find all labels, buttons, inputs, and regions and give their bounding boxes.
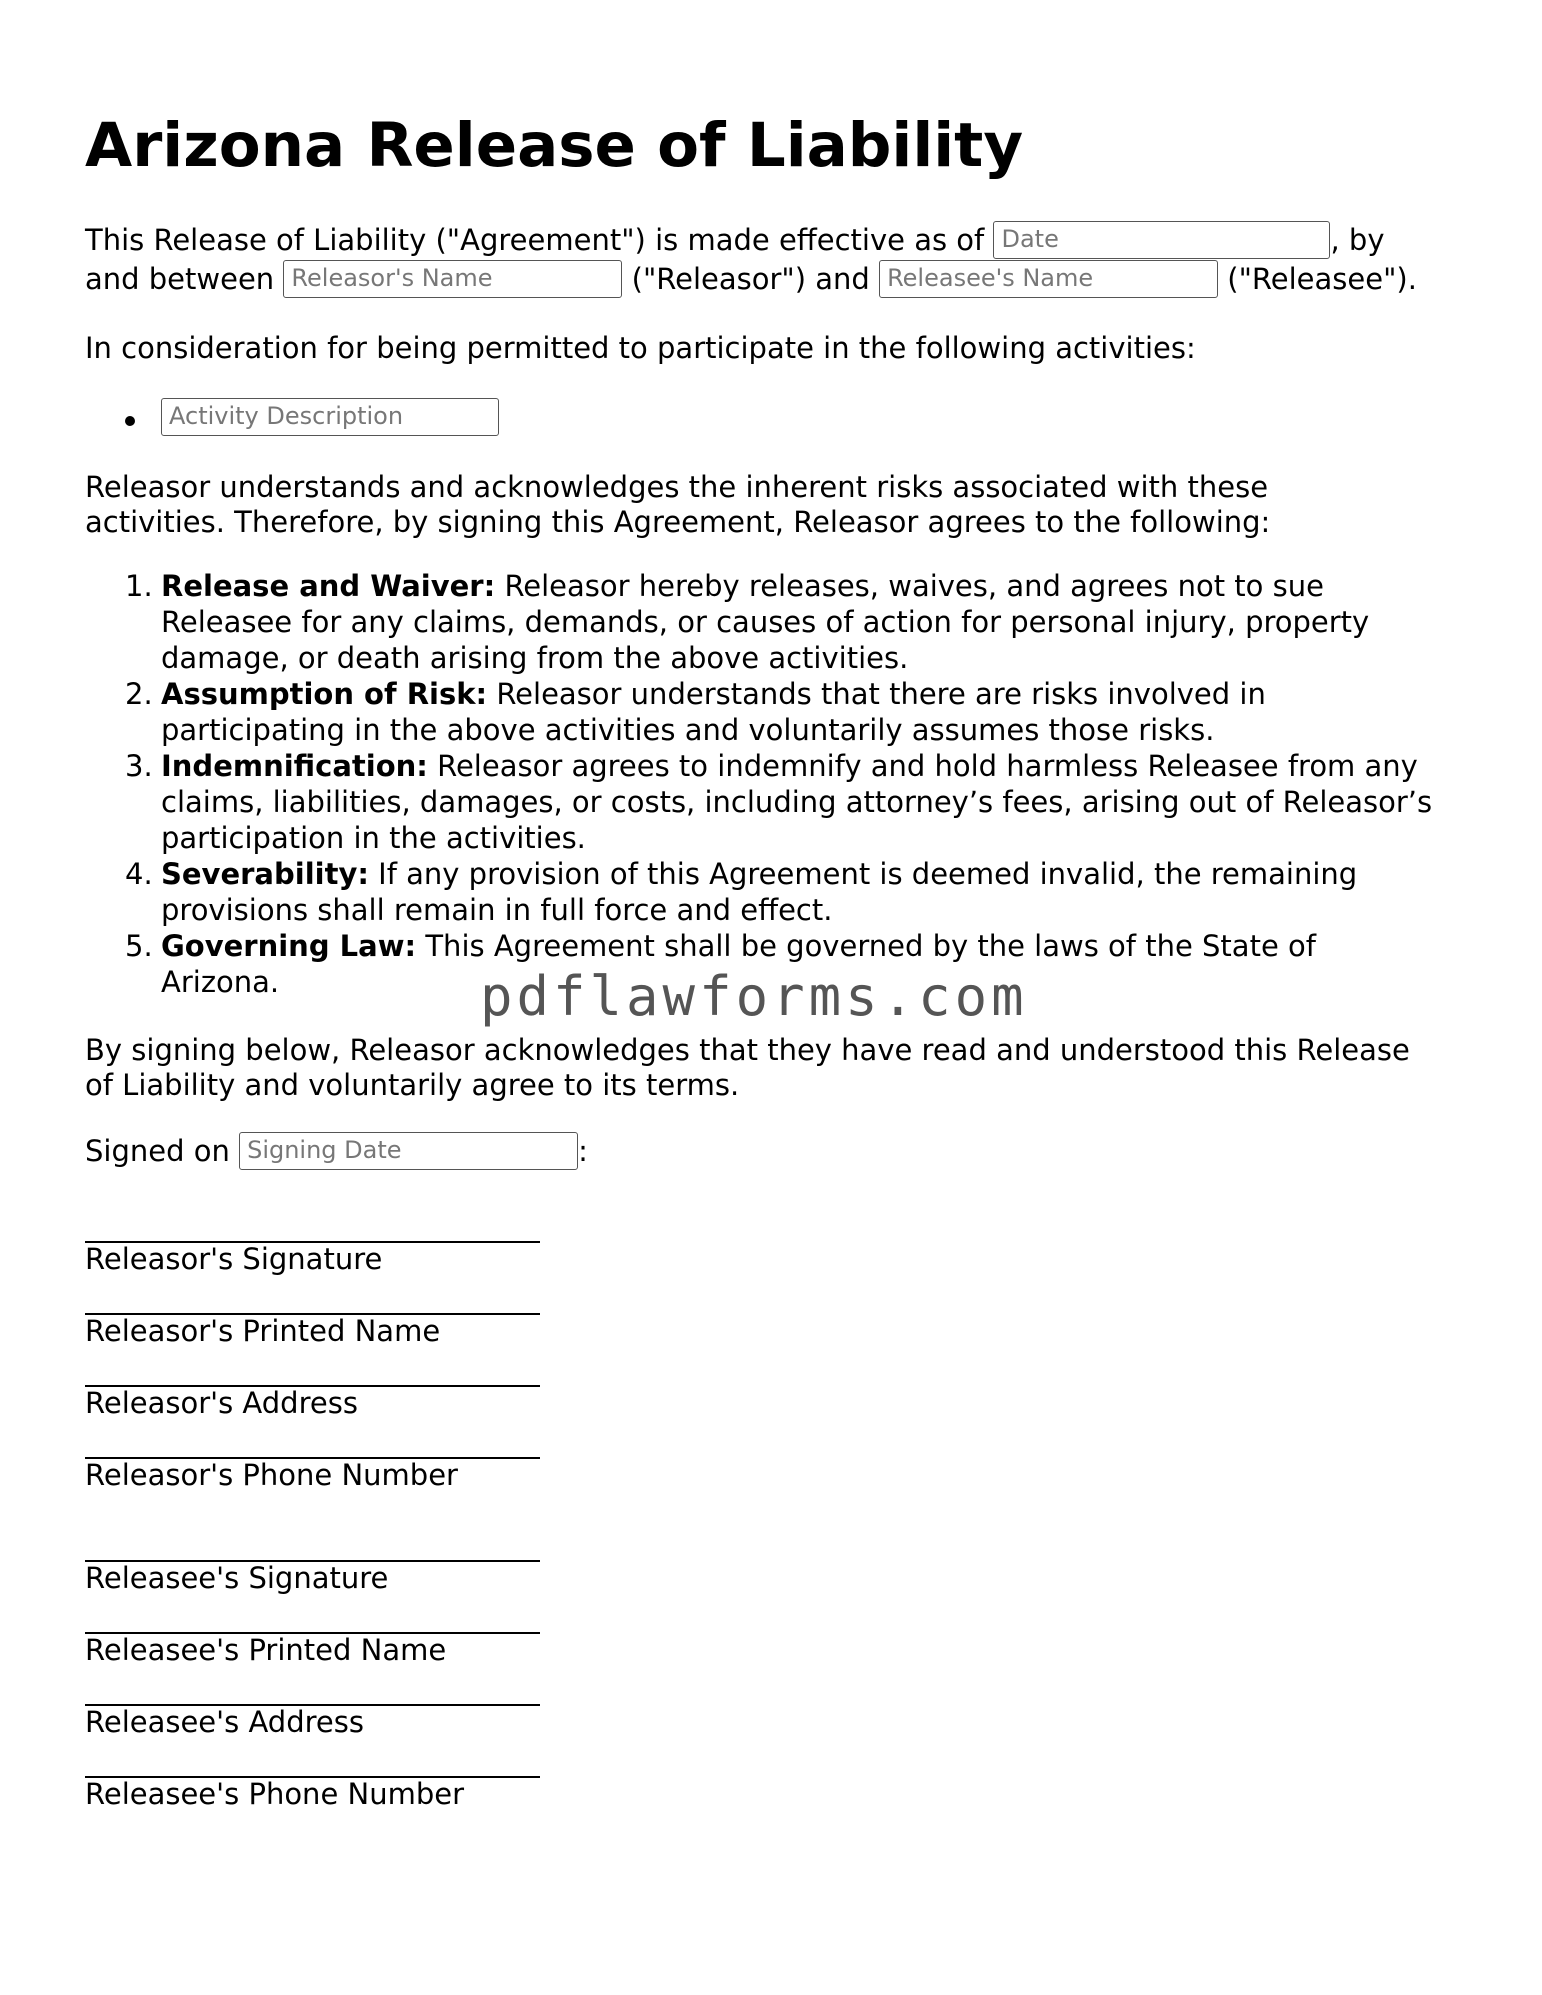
- bullet-icon: [125, 416, 135, 426]
- acknowledge-line-2: activities. Therefore, by signing this Agreement, Releasor agrees to the following:: [85, 505, 1271, 539]
- document-title: Arizona Release of Liability: [85, 110, 1024, 181]
- intro-text-5: ("Releasee").: [1227, 262, 1417, 296]
- releasor-phone-label: Releasor's Phone Number: [85, 1458, 458, 1492]
- term-number: 2.: [125, 677, 153, 711]
- term-body: [161, 748, 1451, 856]
- acknowledge-line-1: Releasor understands and acknowledges the inherent risks associated with these: [85, 470, 1269, 504]
- term-heading: Governing Law:: [161, 929, 417, 963]
- releasee-phone-label: Releasee's Phone Number: [85, 1777, 464, 1811]
- term-heading: Release and Waiver:: [161, 569, 496, 603]
- term-text: Releasor understands that there are risks involved in participating in the above activities and voluntarily assumes those risks.: [161, 677, 1266, 747]
- intro-text-2: , by: [1330, 223, 1385, 257]
- releasor-address-label: Releasor's Address: [85, 1386, 358, 1420]
- releasor-signature-label: Releasor's Signature: [85, 1242, 383, 1276]
- signed-on-suffix: :: [578, 1134, 588, 1168]
- intro-text-1: This Release of Liability ("Agreement") is made effective as of: [85, 223, 985, 257]
- term-heading: Assumption of Risk:: [161, 677, 488, 711]
- watermark: pdflawforms.com: [480, 965, 1028, 1028]
- activity-item: [161, 400, 499, 438]
- activity-description-field[interactable]: Activity Description: [161, 398, 499, 436]
- consideration-text: In consideration for being permitted to participate in the following activities:: [85, 331, 1196, 365]
- intro-text-4: ("Releasor") and: [631, 262, 870, 296]
- releasor-printed-name-label: Releasor's Printed Name: [85, 1314, 441, 1348]
- intro-text-3: and between: [85, 262, 275, 296]
- releasee-name-field[interactable]: Releasee's Name: [879, 260, 1218, 298]
- closing-line-1: By signing below, Releasor acknowledges that they have read and understood this Release: [85, 1033, 1410, 1067]
- term-body: [161, 568, 1451, 676]
- term-number: 1.: [125, 569, 153, 603]
- term-body: [161, 856, 1451, 928]
- closing-line-2: of Liability and voluntarily agree to its terms.: [85, 1068, 740, 1102]
- signing-date-field[interactable]: Signing Date: [239, 1132, 578, 1170]
- term-body: [161, 676, 1451, 748]
- term-heading: Indemnification:: [161, 749, 428, 783]
- effective-date-field[interactable]: Date: [993, 221, 1330, 259]
- intro-line-2: [85, 261, 1417, 300]
- term-text: Releasor agrees to indemnify and hold harmless Releasee from any claims, liabilities, damages, or costs, including attorney’s fees, arising out of Releasor’s participation in the activities.: [161, 749, 1433, 855]
- releasee-address-label: Releasee's Address: [85, 1705, 364, 1739]
- term-number: 4.: [125, 857, 153, 891]
- releasee-printed-name-label: Releasee's Printed Name: [85, 1633, 447, 1667]
- term-text: Releasor hereby releases, waives, and agrees not to sue Releasee for any claims, demands, or causes of action for personal injury, property damage, or death arising from the above activities.: [161, 569, 1370, 675]
- signed-on-label: Signed on: [85, 1134, 230, 1168]
- signed-on-line: [85, 1133, 588, 1172]
- term-text: If any provision of this Agreement is deemed invalid, the remaining provisions shall remain in full force and effect.: [161, 857, 1358, 927]
- term-number: 5.: [125, 929, 153, 963]
- term-number: 3.: [125, 749, 153, 783]
- intro-line-1: [85, 222, 1385, 261]
- releasor-name-field[interactable]: Releasor's Name: [283, 260, 622, 298]
- releasee-signature-label: Releasee's Signature: [85, 1561, 389, 1595]
- term-text: This Agreement shall be governed by the laws of the State of Arizona.: [161, 929, 1316, 999]
- term-heading: Severability:: [161, 857, 369, 891]
